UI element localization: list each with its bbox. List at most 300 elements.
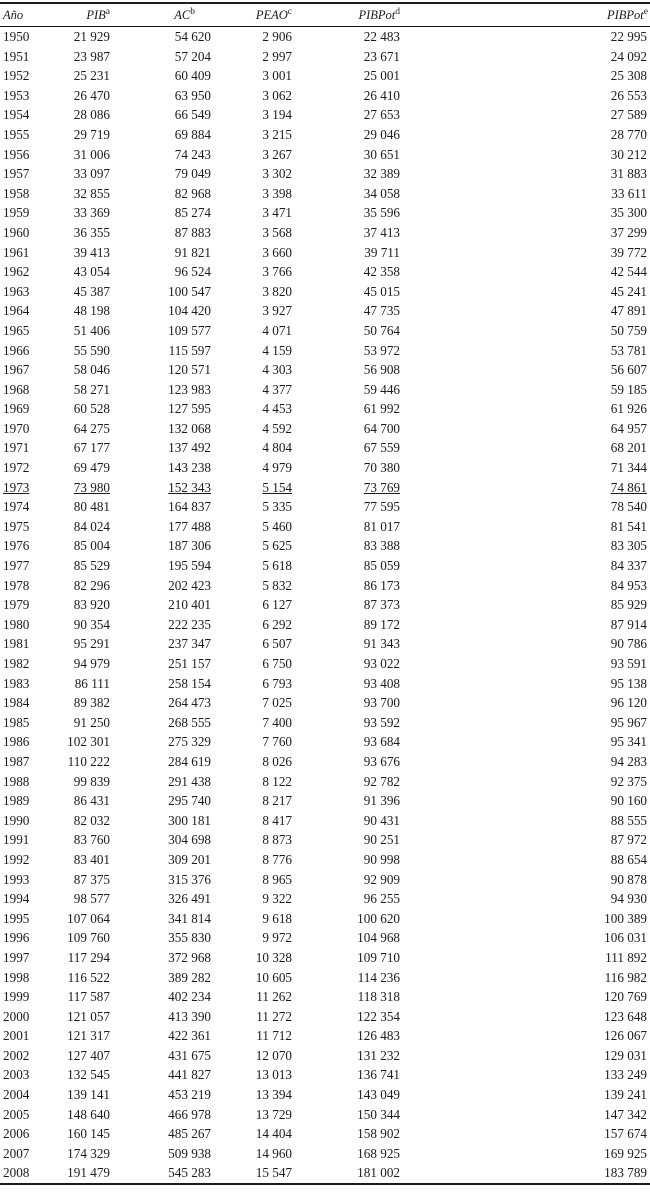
pibpot-e-cell: 50 759 bbox=[610, 322, 647, 338]
year-cell: 1998 bbox=[3, 969, 30, 985]
table-row bbox=[0, 399, 650, 419]
pibpot-d-cell: 93 408 bbox=[363, 675, 400, 691]
year-cell: 2001 bbox=[3, 1028, 30, 1044]
pib-cell: 117 587 bbox=[67, 989, 110, 1005]
pibpot-d-cell: 90 431 bbox=[363, 812, 400, 828]
pib-cell: 84 024 bbox=[73, 518, 110, 534]
pib-cell: 58 271 bbox=[73, 381, 110, 397]
peao-cell: 3 568 bbox=[262, 224, 292, 240]
table-row bbox=[0, 438, 650, 458]
ac-cell: 389 282 bbox=[168, 969, 211, 985]
year-cell: 2005 bbox=[3, 1106, 30, 1122]
pibpot-d-cell: 93 022 bbox=[363, 656, 400, 671]
table-row bbox=[0, 772, 650, 792]
col-header-pibpot-d: PIBPot$^d$ bbox=[292, 3, 400, 27]
pibpot-e-cell: 123 648 bbox=[604, 1008, 647, 1024]
year-cell: 1960 bbox=[3, 224, 30, 240]
pib-cell: 31 006 bbox=[73, 146, 110, 162]
table-row bbox=[0, 830, 650, 850]
ac-cell: 413 390 bbox=[168, 1008, 211, 1024]
ac-cell: 295 740 bbox=[168, 793, 211, 809]
pibpot-e-cell: 84 337 bbox=[610, 558, 647, 574]
peao-cell: 2 906 bbox=[262, 29, 292, 44]
pibpot-d-cell: 32 389 bbox=[363, 166, 400, 182]
table-row bbox=[0, 47, 650, 67]
year-cell: 1990 bbox=[3, 812, 30, 828]
pib-cell: 32 855 bbox=[73, 185, 110, 201]
pib-cell: 132 545 bbox=[67, 1067, 110, 1083]
peao-cell: 7 760 bbox=[262, 734, 292, 750]
pibpot-d-cell: 37 413 bbox=[363, 224, 400, 240]
peao-cell: 14 960 bbox=[255, 1145, 292, 1161]
table-row bbox=[0, 654, 650, 674]
ac-cell: 187 306 bbox=[168, 538, 211, 554]
pibpot-d-cell: 22 483 bbox=[363, 29, 400, 44]
pibpot-d-cell: 87 373 bbox=[363, 597, 400, 613]
pib-cell: 83 401 bbox=[73, 851, 110, 867]
pib-cell: 33 369 bbox=[73, 205, 110, 221]
pibpot-d-cell: 61 992 bbox=[363, 401, 400, 417]
pibpot-e-cell: 68 201 bbox=[610, 440, 647, 456]
pibpot-e-cell: 56 607 bbox=[610, 362, 647, 378]
peao-cell: 11 262 bbox=[256, 989, 292, 1005]
pibpot-e-cell: 24 092 bbox=[610, 48, 647, 64]
pibpot-d-cell: 42 358 bbox=[363, 264, 400, 280]
table-row bbox=[0, 105, 650, 125]
peao-cell: 6 292 bbox=[262, 616, 292, 632]
peao-cell: 10 328 bbox=[255, 949, 292, 965]
peao-cell: 8 873 bbox=[262, 832, 292, 848]
ac-cell: 300 181 bbox=[168, 812, 211, 828]
table-row bbox=[0, 1007, 650, 1027]
pibpot-e-cell: 37 299 bbox=[610, 224, 647, 240]
pibpot-d-cell: 96 255 bbox=[363, 891, 400, 907]
pibpot-e-cell: 90 878 bbox=[610, 871, 647, 887]
pibpot-d-cell: 136 741 bbox=[357, 1067, 400, 1083]
pibpot-d-cell: 104 968 bbox=[357, 930, 400, 946]
pibpot-e-cell: 88 654 bbox=[610, 851, 647, 867]
pibpot-d-cell: 86 173 bbox=[363, 577, 400, 593]
peao-cell: 3 660 bbox=[262, 244, 292, 260]
ac-cell: 284 619 bbox=[168, 753, 211, 769]
ac-cell: 466 978 bbox=[168, 1106, 211, 1122]
table-row bbox=[0, 791, 650, 811]
table-row bbox=[0, 811, 650, 831]
pib-cell: 23 987 bbox=[73, 48, 110, 64]
ac-cell: 304 698 bbox=[168, 832, 211, 848]
ac-cell: 82 968 bbox=[174, 185, 211, 201]
pibpot-e-cell: 53 781 bbox=[610, 342, 647, 358]
pibpot-e-cell: 42 544 bbox=[610, 264, 647, 280]
year-cell: 1985 bbox=[3, 714, 30, 730]
pibpot-d-cell: 45 015 bbox=[363, 283, 400, 299]
pibpot-d-cell: 92 782 bbox=[363, 773, 400, 789]
table-body bbox=[0, 27, 650, 1185]
table-row bbox=[0, 145, 650, 165]
pib-cell: 85 004 bbox=[73, 538, 110, 554]
ac-cell: 509 938 bbox=[168, 1145, 211, 1161]
pibpot-e-cell: 83 305 bbox=[610, 538, 647, 554]
pib-cell: 89 382 bbox=[73, 695, 110, 711]
table-row bbox=[0, 732, 650, 752]
table-row bbox=[0, 713, 650, 733]
pibpot-e-cell: 116 982 bbox=[604, 969, 647, 985]
table-row bbox=[0, 1105, 650, 1125]
ac-cell: 91 821 bbox=[174, 244, 211, 260]
pibpot-d-cell: 73 769 bbox=[363, 479, 400, 495]
peao-cell: 12 070 bbox=[255, 1047, 292, 1063]
pib-cell: 33 097 bbox=[73, 166, 110, 182]
pibpot-e-cell: 88 555 bbox=[610, 812, 647, 828]
pibpot-d-cell: 67 559 bbox=[363, 440, 400, 456]
pib-cell: 82 032 bbox=[73, 812, 110, 828]
year-cell: 1977 bbox=[3, 558, 30, 574]
peao-cell: 8 122 bbox=[262, 773, 292, 789]
ac-cell: 87 883 bbox=[174, 224, 211, 240]
table-row bbox=[0, 341, 650, 361]
peao-cell: 4 453 bbox=[262, 401, 292, 417]
ac-cell: 152 343 bbox=[168, 479, 211, 495]
peao-cell: 4 377 bbox=[262, 381, 292, 397]
pibpot-e-cell: 45 241 bbox=[610, 283, 647, 299]
ac-cell: 74 243 bbox=[174, 146, 211, 162]
peao-cell: 2 997 bbox=[262, 48, 292, 64]
table-row bbox=[0, 674, 650, 694]
col-header-pib: PIB$^a$ bbox=[58, 3, 110, 27]
ac-cell: 222 235 bbox=[168, 616, 211, 632]
header-row bbox=[0, 3, 650, 27]
pibpot-e-cell: 126 067 bbox=[604, 1028, 647, 1044]
pibpot-e-cell: 129 031 bbox=[604, 1047, 647, 1063]
year-cell: 2006 bbox=[3, 1126, 30, 1142]
year-cell: 1964 bbox=[3, 303, 30, 319]
peao-cell: 11 712 bbox=[256, 1028, 292, 1044]
pib-cell: 82 296 bbox=[73, 577, 110, 593]
pibpot-d-cell: 90 998 bbox=[363, 851, 400, 867]
pibpot-d-cell: 118 318 bbox=[357, 989, 400, 1005]
pib-cell: 26 470 bbox=[73, 87, 110, 103]
pib-cell: 121 057 bbox=[67, 1008, 110, 1024]
pibpot-d-cell: 70 380 bbox=[363, 460, 400, 476]
pibpot-e-cell: 87 972 bbox=[610, 832, 647, 848]
year-cell: 1959 bbox=[3, 205, 30, 221]
peao-cell: 3 927 bbox=[262, 303, 292, 319]
pib-cell: 127 407 bbox=[67, 1047, 110, 1063]
pib-cell: 64 275 bbox=[73, 420, 110, 436]
pibpot-e-cell: 64 957 bbox=[610, 420, 647, 436]
pib-cell: 110 222 bbox=[67, 753, 110, 769]
pib-cell: 48 198 bbox=[73, 303, 110, 319]
pib-cell: 116 522 bbox=[67, 969, 110, 985]
pibpot-e-cell: 133 249 bbox=[604, 1067, 647, 1083]
peao-cell: 5 154 bbox=[262, 479, 292, 495]
pibpot-e-cell: 78 540 bbox=[610, 499, 647, 515]
table-row bbox=[0, 380, 650, 400]
year-cell: 1995 bbox=[3, 910, 30, 926]
year-cell: 2000 bbox=[3, 1008, 30, 1024]
pibpot-d-cell: 100 620 bbox=[357, 910, 400, 926]
peao-cell: 5 335 bbox=[262, 499, 292, 515]
pibpot-d-cell: 90 251 bbox=[363, 832, 400, 848]
year-cell: 1967 bbox=[3, 362, 30, 378]
peao-cell: 5 460 bbox=[262, 518, 292, 534]
pibpot-e-cell: 139 241 bbox=[604, 1087, 647, 1103]
pibpot-e-cell: 94 283 bbox=[610, 753, 647, 769]
ac-cell: 372 968 bbox=[168, 949, 211, 965]
pibpot-e-cell: 95 341 bbox=[610, 734, 647, 750]
pib-cell: 83 920 bbox=[73, 597, 110, 613]
table-row bbox=[0, 536, 650, 556]
pib-cell: 73 980 bbox=[73, 479, 110, 495]
pib-cell: 94 979 bbox=[73, 656, 110, 671]
pib-cell: 109 760 bbox=[67, 930, 110, 946]
year-cell: 1974 bbox=[3, 499, 30, 515]
pib-cell: 39 413 bbox=[73, 244, 110, 260]
table-row bbox=[0, 615, 650, 635]
ac-cell: 195 594 bbox=[168, 558, 211, 574]
peao-cell: 4 804 bbox=[262, 440, 292, 456]
peao-cell: 3 302 bbox=[262, 166, 292, 182]
table-row bbox=[0, 497, 650, 517]
pib-cell: 148 640 bbox=[67, 1106, 110, 1122]
pib-cell: 43 054 bbox=[73, 264, 110, 280]
ac-cell: 63 950 bbox=[174, 87, 211, 103]
peao-cell: 11 272 bbox=[256, 1008, 292, 1024]
peao-cell: 8 965 bbox=[262, 871, 292, 887]
pibpot-e-cell: 31 883 bbox=[610, 166, 647, 182]
peao-cell: 4 979 bbox=[262, 460, 292, 476]
pib-cell: 121 317 bbox=[67, 1028, 110, 1044]
table-row bbox=[0, 478, 650, 498]
pibpot-d-cell: 34 058 bbox=[363, 185, 400, 201]
ac-cell: 137 492 bbox=[168, 440, 211, 456]
year-cell: 1976 bbox=[3, 538, 30, 554]
pib-cell: 117 294 bbox=[67, 949, 110, 965]
ac-cell: 441 827 bbox=[168, 1067, 211, 1083]
year-cell: 2003 bbox=[3, 1067, 30, 1083]
table-row bbox=[0, 850, 650, 870]
year-cell: 1996 bbox=[3, 930, 30, 946]
pib-cell: 21 929 bbox=[73, 29, 110, 44]
year-cell: 1953 bbox=[3, 87, 30, 103]
pibpot-e-cell: 25 308 bbox=[610, 68, 647, 84]
table-row bbox=[0, 889, 650, 909]
year-cell: 2007 bbox=[3, 1145, 30, 1161]
year-cell: 1984 bbox=[3, 695, 30, 711]
year-cell: 1956 bbox=[3, 146, 30, 162]
year-cell: 2008 bbox=[3, 1165, 30, 1181]
ac-cell: 202 423 bbox=[168, 577, 211, 593]
table-row bbox=[0, 595, 650, 615]
pibpot-d-cell: 53 972 bbox=[363, 342, 400, 358]
year-cell: 1950 bbox=[3, 29, 30, 44]
col-header-pibpot-e: PIBPot$^e$ bbox=[400, 3, 650, 27]
pibpot-e-cell: 74 861 bbox=[610, 479, 647, 495]
ac-cell: 127 595 bbox=[168, 401, 211, 417]
ac-cell: 120 571 bbox=[168, 362, 211, 378]
peao-cell: 9 322 bbox=[262, 891, 292, 907]
pibpot-d-cell: 93 592 bbox=[363, 714, 400, 730]
year-cell: 1971 bbox=[3, 440, 30, 456]
pibpot-e-cell: 71 344 bbox=[610, 460, 647, 476]
ac-cell: 431 675 bbox=[168, 1047, 211, 1063]
ac-cell: 109 577 bbox=[168, 322, 211, 338]
ac-cell: 69 884 bbox=[174, 126, 211, 142]
ac-cell: 268 555 bbox=[168, 714, 211, 730]
pib-cell: 25 231 bbox=[73, 68, 110, 84]
table-row bbox=[0, 1065, 650, 1085]
peao-cell: 4 071 bbox=[262, 322, 292, 338]
pibpot-e-cell: 90 786 bbox=[610, 636, 647, 652]
pibpot-d-cell: 181 002 bbox=[357, 1165, 400, 1181]
year-cell: 1981 bbox=[3, 636, 30, 652]
table-row bbox=[0, 301, 650, 321]
data-table bbox=[0, 2, 650, 1185]
table-row bbox=[0, 1163, 650, 1184]
year-cell: 1993 bbox=[3, 871, 30, 887]
table-row bbox=[0, 948, 650, 968]
peao-cell: 4 159 bbox=[262, 342, 292, 358]
table-row bbox=[0, 1046, 650, 1066]
pibpot-d-cell: 83 388 bbox=[363, 538, 400, 554]
pib-cell: 58 046 bbox=[73, 362, 110, 378]
year-cell: 1989 bbox=[3, 793, 30, 809]
peao-cell: 8 776 bbox=[262, 851, 292, 867]
pibpot-d-cell: 59 446 bbox=[363, 381, 400, 397]
pibpot-d-cell: 93 684 bbox=[363, 734, 400, 750]
pibpot-d-cell: 168 925 bbox=[357, 1145, 400, 1161]
pib-cell: 80 481 bbox=[73, 499, 110, 515]
pibpot-e-cell: 111 892 bbox=[605, 949, 647, 965]
year-cell: 1987 bbox=[3, 753, 30, 769]
pib-cell: 69 479 bbox=[73, 460, 110, 476]
ac-cell: 96 524 bbox=[174, 264, 211, 280]
pib-cell: 60 528 bbox=[73, 401, 110, 417]
col-header-peao: PEAO$^c$ bbox=[211, 3, 292, 27]
pibpot-d-cell: 158 902 bbox=[357, 1126, 400, 1142]
peao-cell: 10 605 bbox=[255, 969, 292, 985]
table-row bbox=[0, 86, 650, 106]
year-cell: 1986 bbox=[3, 734, 30, 750]
peao-cell: 7 400 bbox=[262, 714, 292, 730]
year-cell: 1975 bbox=[3, 518, 30, 534]
year-cell: 1970 bbox=[3, 420, 30, 436]
pibpot-d-cell: 109 710 bbox=[357, 949, 400, 965]
table-row bbox=[0, 1124, 650, 1144]
ac-cell: 485 267 bbox=[168, 1126, 211, 1142]
year-cell: 2002 bbox=[3, 1047, 30, 1063]
pib-cell: 87 375 bbox=[73, 871, 110, 887]
peao-cell: 6 127 bbox=[262, 597, 292, 613]
table-row bbox=[0, 928, 650, 948]
pibpot-d-cell: 39 711 bbox=[364, 244, 400, 260]
ac-cell: 275 329 bbox=[168, 734, 211, 750]
pib-cell: 95 291 bbox=[73, 636, 110, 652]
peao-cell: 9 618 bbox=[262, 910, 292, 926]
year-cell: 1968 bbox=[3, 381, 30, 397]
year-cell: 1991 bbox=[3, 832, 30, 848]
ac-cell: 402 234 bbox=[168, 989, 211, 1005]
year-cell: 1969 bbox=[3, 401, 30, 417]
table-row bbox=[0, 223, 650, 243]
table-row bbox=[0, 556, 650, 576]
ac-cell: 355 830 bbox=[168, 930, 211, 946]
pibpot-d-cell: 93 700 bbox=[363, 695, 400, 711]
year-cell: 1999 bbox=[3, 989, 30, 1005]
pibpot-d-cell: 114 236 bbox=[357, 969, 400, 985]
pibpot-e-cell: 183 789 bbox=[604, 1165, 647, 1181]
pibpot-e-cell: 27 589 bbox=[610, 107, 647, 123]
ac-cell: 60 409 bbox=[174, 68, 211, 84]
peao-cell: 14 404 bbox=[255, 1126, 292, 1142]
peao-cell: 4 592 bbox=[262, 420, 292, 436]
ac-cell: 79 049 bbox=[174, 166, 211, 182]
table-row bbox=[0, 1085, 650, 1105]
pibpot-e-cell: 157 674 bbox=[604, 1126, 647, 1142]
pibpot-d-cell: 35 596 bbox=[363, 205, 400, 221]
pibpot-e-cell: 95 967 bbox=[610, 714, 647, 730]
pibpot-e-cell: 22 995 bbox=[610, 29, 647, 44]
year-cell: 1973 bbox=[3, 479, 30, 495]
pibpot-e-cell: 95 138 bbox=[610, 675, 647, 691]
year-cell: 1961 bbox=[3, 244, 30, 260]
year-cell: 1966 bbox=[3, 342, 30, 358]
pib-cell: 29 719 bbox=[73, 126, 110, 142]
year-cell: 1952 bbox=[3, 68, 30, 84]
pib-cell: 45 387 bbox=[73, 283, 110, 299]
pib-cell: 174 329 bbox=[67, 1145, 110, 1161]
pibpot-e-cell: 100 389 bbox=[604, 910, 647, 926]
peao-cell: 8 217 bbox=[262, 793, 292, 809]
year-cell: 1962 bbox=[3, 264, 30, 280]
pibpot-d-cell: 81 017 bbox=[363, 518, 400, 534]
pib-cell: 90 354 bbox=[73, 616, 110, 632]
pib-cell: 91 250 bbox=[73, 714, 110, 730]
peao-cell: 3 267 bbox=[262, 146, 292, 162]
ac-cell: 132 068 bbox=[168, 420, 211, 436]
peao-cell: 6 750 bbox=[262, 656, 292, 671]
pibpot-e-cell: 84 953 bbox=[610, 577, 647, 593]
pib-cell: 160 145 bbox=[67, 1126, 110, 1142]
peao-cell: 7 025 bbox=[262, 695, 292, 711]
year-cell: 1958 bbox=[3, 185, 30, 201]
pibpot-e-cell: 30 212 bbox=[610, 146, 647, 162]
pibpot-e-cell: 93 591 bbox=[610, 656, 647, 671]
pibpot-d-cell: 131 232 bbox=[357, 1047, 400, 1063]
year-cell: 2004 bbox=[3, 1087, 30, 1103]
ac-cell: 251 157 bbox=[168, 656, 211, 671]
col-header-ano: Año bbox=[0, 3, 58, 27]
peao-cell: 3 471 bbox=[262, 205, 292, 221]
peao-cell: 9 972 bbox=[262, 930, 292, 946]
table-row bbox=[0, 262, 650, 282]
peao-cell: 6 507 bbox=[262, 636, 292, 652]
pib-cell: 86 111 bbox=[74, 675, 110, 691]
table-row bbox=[0, 634, 650, 654]
year-cell: 1951 bbox=[3, 48, 30, 64]
pibpot-e-cell: 81 541 bbox=[610, 518, 647, 534]
pibpot-d-cell: 50 764 bbox=[363, 322, 400, 338]
pib-cell: 191 479 bbox=[67, 1165, 110, 1181]
pibpot-e-cell: 59 185 bbox=[610, 381, 647, 397]
year-cell: 1982 bbox=[3, 656, 30, 671]
ac-cell: 143 238 bbox=[168, 460, 211, 476]
pibpot-e-cell: 96 120 bbox=[610, 695, 647, 711]
year-cell: 1992 bbox=[3, 851, 30, 867]
table-row bbox=[0, 752, 650, 772]
pibpot-d-cell: 91 343 bbox=[363, 636, 400, 652]
pibpot-d-cell: 30 651 bbox=[363, 146, 400, 162]
